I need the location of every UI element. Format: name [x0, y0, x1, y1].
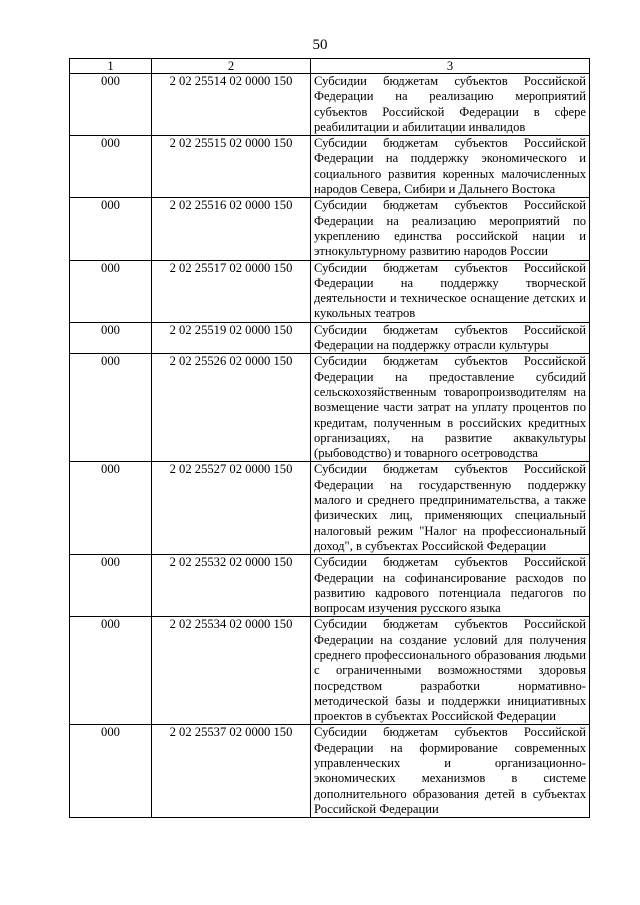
column-header-3: 3 — [311, 59, 590, 74]
kbk-code-cell: 2 02 25516 02 0000 150 — [152, 198, 311, 260]
admin-code-cell: 000 — [70, 74, 152, 136]
kbk-code-cell: 2 02 25519 02 0000 150 — [152, 322, 311, 354]
kbk-code-cell: 2 02 25514 02 0000 150 — [152, 74, 311, 136]
table-row — [70, 462, 590, 555]
kbk-code-cell: 2 02 25537 02 0000 150 — [152, 725, 311, 818]
description-cell: Субсидии бюджетам субъектов Российской Федерации на поддержку отрасли культуры — [311, 322, 590, 354]
description-cell: Субсидии бюджетам субъектов Российской Федерации на создание условий для получения среднего профессионального образования людьми с ограниченными возможностями здоровья посредством разработки нормативно-методической базы и поддержки инициативных проектов в субъектах Российской Федерации — [311, 617, 590, 725]
admin-code-cell: 000 — [70, 260, 152, 322]
column-header-2: 2 — [152, 59, 311, 74]
admin-code-cell: 000 — [70, 136, 152, 198]
admin-code-cell: 000 — [70, 462, 152, 555]
admin-code-cell: 000 — [70, 725, 152, 818]
kbk-code-cell: 2 02 25527 02 0000 150 — [152, 462, 311, 555]
table-row — [70, 354, 590, 462]
description-cell: Субсидии бюджетам субъектов Российской Федерации на реализацию мероприятий по укреплению единства российской нации и этнокультурному развитию народов России — [311, 198, 590, 260]
table-row — [70, 198, 590, 260]
column-header-1: 1 — [70, 59, 152, 74]
table-row — [70, 260, 590, 322]
description-cell: Субсидии бюджетам субъектов Российской Федерации на поддержку творческой деятельности и техническое оснащение детских и кукольных театров — [311, 260, 590, 322]
table-row — [70, 555, 590, 617]
admin-code-cell: 000 — [70, 354, 152, 462]
table-row — [70, 617, 590, 725]
description-cell: Субсидии бюджетам субъектов Российской Федерации на предоставление субсидий сельскохозяйственным товаропроизводителям на возмещение части затрат на уплату процентов по кредитам, полученным в российских кредитных организациях, на развитие аквакультуры (рыбоводство) и товарного осетроводства — [311, 354, 590, 462]
table-row — [70, 136, 590, 198]
admin-code-cell: 000 — [70, 198, 152, 260]
kbk-code-cell: 2 02 25515 02 0000 150 — [152, 136, 311, 198]
admin-code-cell: 000 — [70, 555, 152, 617]
table-row — [70, 74, 590, 136]
description-cell: Субсидии бюджетам субъектов Российской Федерации на формирование современных управленческих и организационно-экономических механизмов в системе дополнительного образования детей в субъектах Российской Федерации — [311, 725, 590, 818]
admin-code-cell: 000 — [70, 322, 152, 354]
description-cell: Субсидии бюджетам субъектов Российской Федерации на реализацию мероприятий субъектов Российской Федерации в сфере реабилитации и абилитации инвалидов — [311, 74, 590, 136]
admin-code-cell: 000 — [70, 617, 152, 725]
budget-classification-table — [69, 58, 590, 818]
table-header-row — [70, 59, 590, 74]
kbk-code-cell: 2 02 25517 02 0000 150 — [152, 260, 311, 322]
kbk-code-cell: 2 02 25532 02 0000 150 — [152, 555, 311, 617]
description-cell: Субсидии бюджетам субъектов Российской Федерации на государственную поддержку малого и среднего предпринимательства, а также физических лиц, применяющих специальный налоговый режим "Налог на профессиональный доход", в субъектах Российской Федерации — [311, 462, 590, 555]
page-number: 50 — [312, 37, 328, 53]
table-row — [70, 725, 590, 818]
description-cell: Субсидии бюджетам субъектов Российской Федерации на софинансирование расходов по развитию кадрового потенциала педагогов по вопросам изучения русского языка — [311, 555, 590, 617]
kbk-code-cell: 2 02 25526 02 0000 150 — [152, 354, 311, 462]
kbk-code-cell: 2 02 25534 02 0000 150 — [152, 617, 311, 725]
description-cell: Субсидии бюджетам субъектов Российской Федерации на поддержку экономического и социального развития коренных малочисленных народов Севера, Сибири и Дальнего Востока — [311, 136, 590, 198]
table-row — [70, 322, 590, 354]
